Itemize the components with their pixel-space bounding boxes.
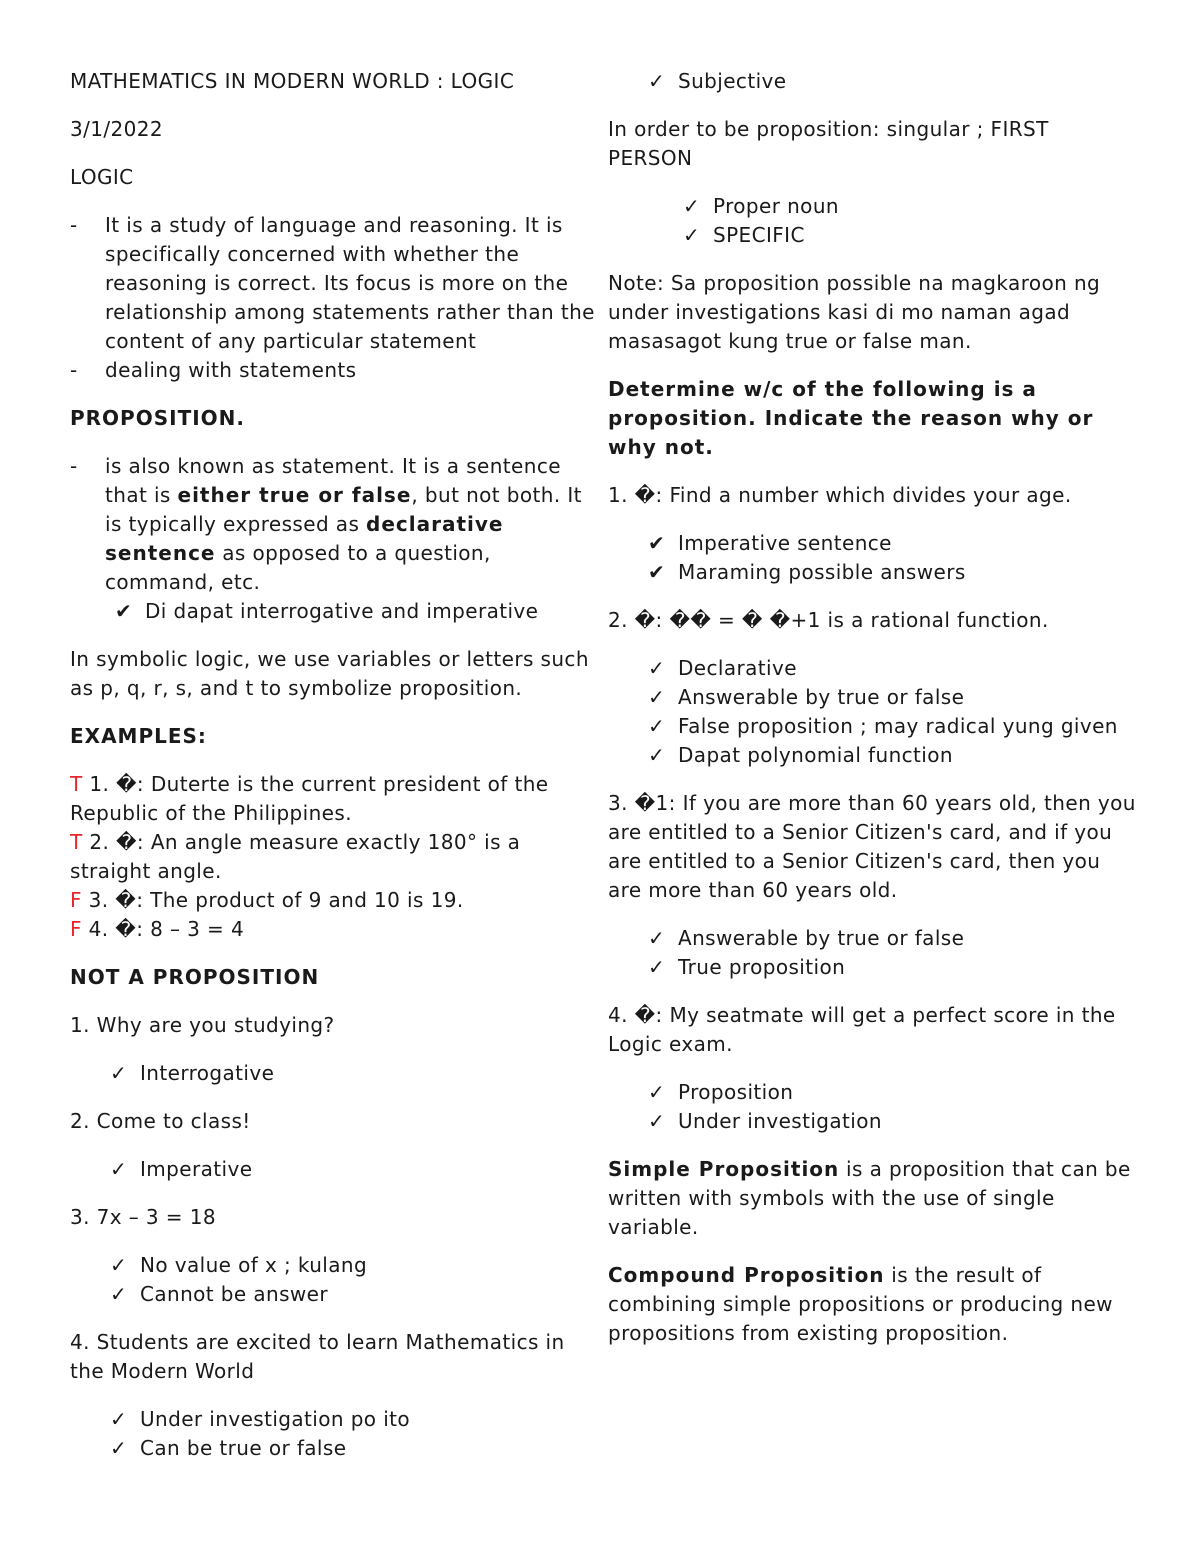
example-mark: T — [70, 830, 83, 854]
logic-heading: LOGIC — [70, 165, 134, 189]
examples-heading: EXAMPLES: — [70, 724, 207, 748]
check-item: ✓ Proper noun — [678, 192, 1138, 221]
right-column — [608, 67, 1138, 1367]
checklist — [643, 67, 1138, 96]
check-item: ✓ Dapat polynomial function — [643, 741, 1138, 770]
not-proposition-heading: NOT A PROPOSITION — [70, 965, 320, 989]
check-item: ✓ Subjective — [643, 67, 1138, 96]
check-item: ✓ Declarative — [643, 654, 1138, 683]
check-item: ✓ Interrogative — [105, 1059, 595, 1088]
check-item: ✓ False proposition ; may radical yung given — [643, 712, 1138, 741]
left-column — [70, 67, 595, 1482]
proposition-definition-list — [70, 452, 595, 626]
not-item-question: 2. Come to class! — [70, 1109, 251, 1133]
check-item: ✓ Answerable by true or false — [643, 924, 1138, 953]
example-mark: T — [70, 772, 83, 796]
check-item: ✔ Maraming possible answers — [643, 558, 1138, 587]
check-item: ✓ True proposition — [643, 953, 1138, 982]
check-item: ✓ Cannot be answer — [105, 1280, 595, 1309]
check-item: ✓ Proposition — [643, 1078, 1138, 1107]
checklist — [643, 529, 1138, 587]
not-item-question: 3. 7x – 3 = 18 — [70, 1205, 216, 1229]
checklist — [110, 597, 595, 626]
check-item: ✓ Imperative — [105, 1155, 595, 1184]
check-item: ✓ Answerable by true or false — [643, 683, 1138, 712]
check-item: ✓ No value of x ; kulang — [105, 1251, 595, 1280]
checklist — [105, 1405, 595, 1463]
compound-proposition-paragraph: Compound Proposition is the result of combining simple propositions or producing new propositions from existing proposition. — [608, 1263, 1113, 1345]
symbolic-logic-paragraph: In symbolic logic, we use variables or letters such as p, q, r, s, and t to symbolize proposition. — [70, 647, 589, 700]
determine-item: 4. �: My seatmate will get a perfect score in the Logic exam. — [608, 1003, 1116, 1056]
checklist — [105, 1059, 595, 1088]
note-paragraph: Note: Sa proposition possible na magkaroon ng under investigations kasi di mo naman agad masasagot kung true or false man. — [608, 271, 1101, 353]
check-item: ✓ Can be true or false — [105, 1434, 595, 1463]
example-mark: F — [70, 917, 82, 941]
determine-item: 2. �: �� = � �+1 is a rational function. — [608, 608, 1049, 632]
check-item: ✔ Di dapat interrogative and imperative — [110, 597, 595, 626]
checklist — [678, 192, 1138, 250]
list-item: - is also known as statement. It is a sentence that is either true or false, but not both. It is typically expressed as declarative sentence as opposed to a question, command, etc. ✔ Di dapat interrogative and imperative — [70, 452, 595, 626]
order-paragraph: In order to be proposition: singular ; FIRST PERSON — [608, 117, 1049, 170]
proposition-heading: PROPOSITION. — [70, 406, 245, 430]
not-item-question: 1. Why are you studying? — [70, 1013, 335, 1037]
checklist — [105, 1251, 595, 1309]
example-mark: F — [70, 888, 82, 912]
document-title: MATHEMATICS IN MODERN WORLD : LOGIC — [70, 69, 515, 93]
determine-heading: Determine w/c of the following is a proposition. Indicate the reason why or why not. — [608, 377, 1094, 459]
simple-proposition-paragraph: Simple Proposition is a proposition that can be written with symbols with the use of single variable. — [608, 1157, 1131, 1239]
checklist — [643, 924, 1138, 982]
list-item: - dealing with statements — [70, 356, 595, 385]
logic-definition-list — [70, 211, 595, 385]
document-date: 3/1/2022 — [70, 117, 164, 141]
check-item: ✔ Imperative sentence — [643, 529, 1138, 558]
determine-item: 3. �1: If you are more than 60 years old, then you are entitled to a Senior Citizen's card, and if you are entitled to a Senior Citizen's card, then you are more than 60 years old. — [608, 791, 1136, 902]
checklist — [643, 654, 1138, 770]
check-item: ✓ SPECIFIC — [678, 221, 1138, 250]
checklist — [643, 1078, 1138, 1136]
checklist — [105, 1155, 595, 1184]
check-item: ✓ Under investigation — [643, 1107, 1138, 1136]
examples-block: T 1. �: Duterte is the current president of the Republic of the Philippines. T 2. �: An angle measure exactly 180° is a straight angle. F 3. �: The product of 9 and 10 is 19. F 4. �: 8 – 3 = 4 — [70, 772, 549, 941]
list-item: - It is a study of language and reasoning. It is specifically concerned with whether the reasoning is correct. Its focus is more on the relationship among statements rather than the content of any particular statement — [70, 211, 595, 356]
not-item-question: 4. Students are excited to learn Mathematics in the Modern World — [70, 1330, 565, 1383]
check-item: ✓ Under investigation po ito — [105, 1405, 595, 1434]
determine-item: 1. �: Find a number which divides your age. — [608, 483, 1072, 507]
